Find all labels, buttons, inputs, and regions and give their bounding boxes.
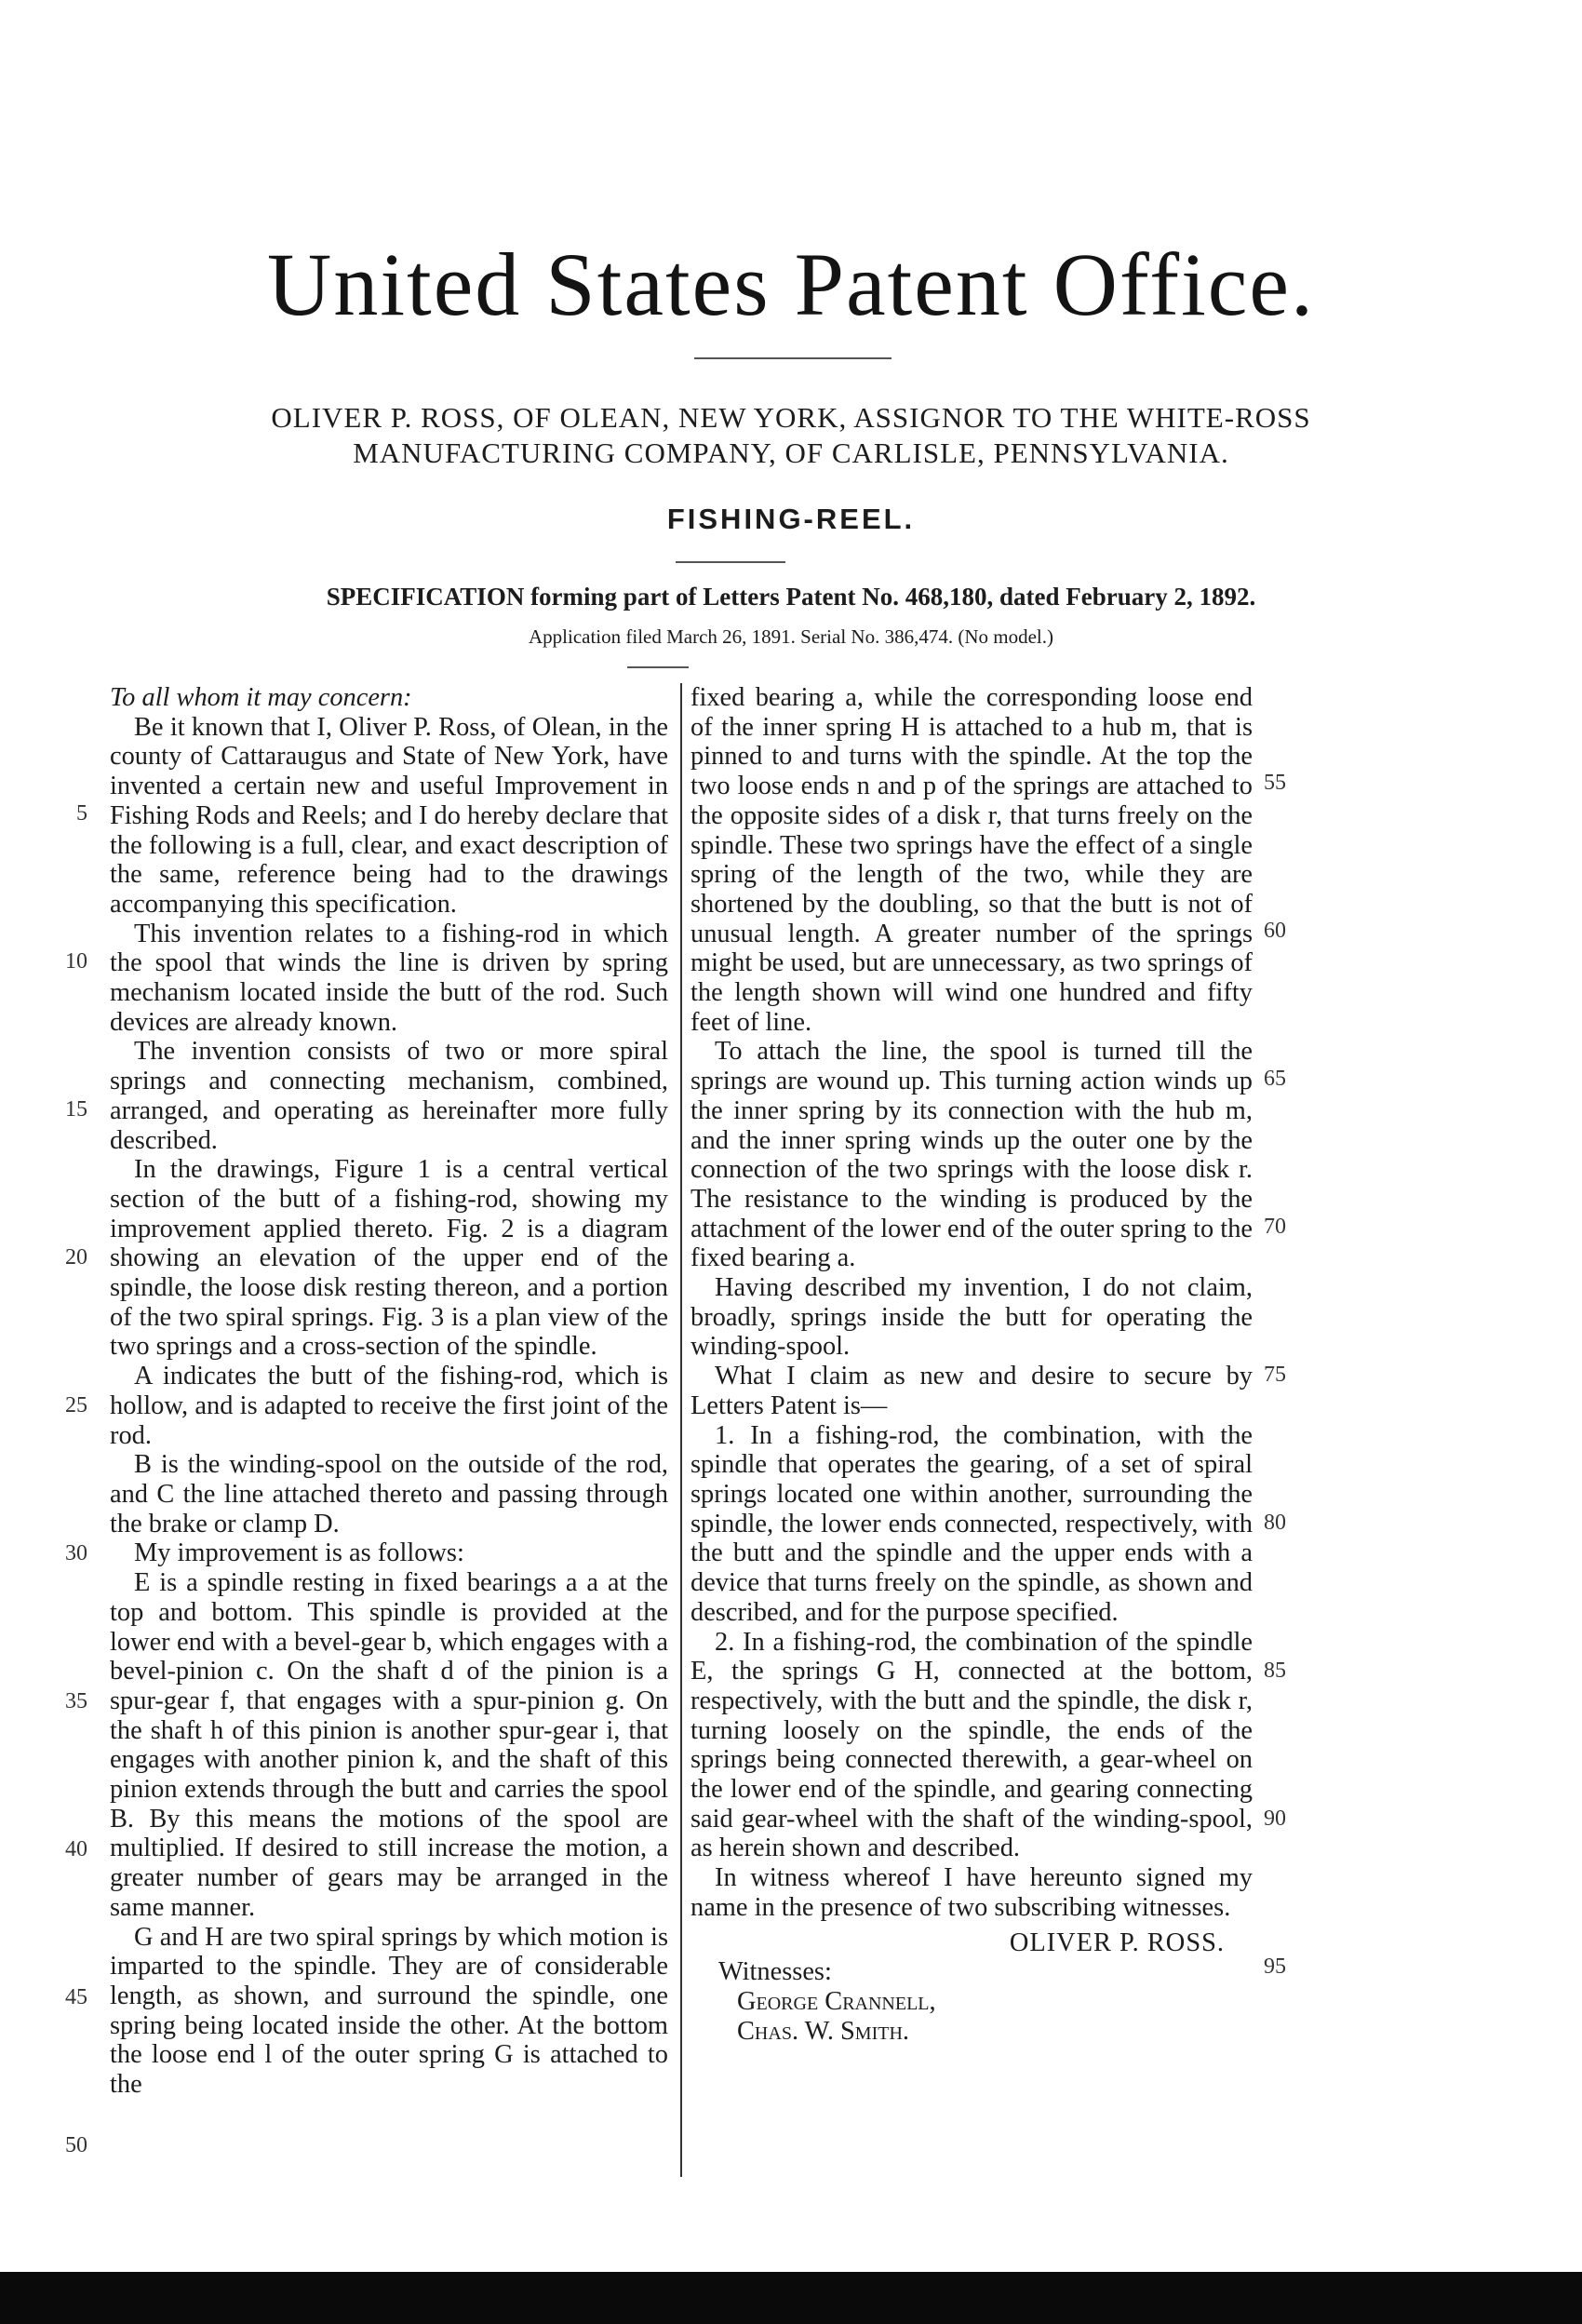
paragraph: Having described my invention, I do not claim, broadly, springs inside the butt for operating the winding-spool. <box>690 1273 1253 1362</box>
column-divider <box>680 683 682 2177</box>
inventor-signature: OLIVER P. ROSS. <box>1009 1928 1225 1957</box>
paragraph: My improvement is as follows: <box>134 1538 464 1568</box>
paragraph: A indicates the butt of the fishing-rod, which is hollow, and is adapted to receive the first joint of the rod. <box>110 1362 668 1450</box>
line-number: 50 <box>65 2133 87 2157</box>
invention-title: FISHING-REEL. <box>666 503 916 535</box>
paragraph: B is the winding-spool on the outside of the rod, and C the line attached thereto and passing through the brake or clamp D. <box>110 1450 668 1538</box>
left-column <box>110 683 668 2100</box>
line-number: 20 <box>65 1245 87 1269</box>
heading-divider <box>676 561 785 563</box>
line-number: 85 <box>1264 1659 1286 1683</box>
line-number: 55 <box>1264 771 1286 795</box>
line-number: 70 <box>1264 1215 1286 1239</box>
witness-name: Chas. W. Smith. <box>737 2016 910 2046</box>
application-line: Application filed March 26, 1891. Serial No. 386,474. (No model.) <box>529 625 1053 648</box>
line-number: 30 <box>65 1541 87 1565</box>
witness-name: George Crannell, <box>737 1986 936 2016</box>
witnesses-label: Witnesses: <box>718 1957 832 1987</box>
claim: 2. In a fishing-rod, the combination of the spindle E, the springs G H, connected at the bottom, respectively, with the butt and the spindle, the disk r, turning loosely on the spindle, the ends of the springs being connected therewith, a gear-wheel on the lower end of the spindle, and gearing connecting said gear-wheel with the shaft of the winding-spool, as herein shown and described. <box>690 1627 1253 1863</box>
paragraph: To attach the line, the spool is turned till the springs are wound up. This turning action winds up the inner spring by its connection with the hub m, and the inner spring winds up the outer one by the connection of the two springs with the loose disk r. The resistance to the winding is produced by the attachment of the lower end of the outer spring to the fixed bearing a. <box>690 1037 1253 1273</box>
paragraph: Be it known that I, Oliver P. Ross, of Olean, in the county of Cattaraugus and State of New York, have invented a certain new and useful Improvement in Fishing Rods and Reels; and I do hereby declare that the following is a full, clear, and exact description of the same, reference being had to the drawings accompanying this specification. <box>110 712 669 919</box>
title-divider <box>694 357 892 359</box>
paragraph: The invention consists of two or more spiral springs and connecting mechanism, combined, arranged, and operating as hereinafter more fully described. <box>110 1037 668 1155</box>
salutation: To all whom it may concern: <box>110 683 412 712</box>
line-number: 35 <box>65 1689 87 1713</box>
line-number: 90 <box>1264 1807 1286 1831</box>
line-number: 5 <box>76 801 87 826</box>
line-number: 65 <box>1264 1067 1286 1091</box>
right-column <box>690 683 1253 2046</box>
line-number: 95 <box>1264 1955 1286 1979</box>
paragraph: This invention relates to a fishing-rod in which the spool that winds the line is driven by spring mechanism located inside the butt of the rod. Such devices are already known. <box>110 919 668 1037</box>
witness-list <box>690 1987 1253 2046</box>
assignor-line: MANUFACTURING COMPANY, OF CARLISLE, PENNSYLVANIA. <box>353 437 1229 469</box>
paragraph: In witness whereof I have hereunto signed my name in the presence of two subscribing witnesses. <box>690 1863 1253 1922</box>
specification-line: SPECIFICATION forming part of Letters Patent No. 468,180, dated February 2, 1892. <box>326 583 1256 611</box>
line-number: 45 <box>65 1985 87 2009</box>
line-number: 80 <box>1264 1511 1286 1535</box>
line-number: 10 <box>65 949 87 974</box>
line-number: 25 <box>65 1393 87 1417</box>
application-divider <box>627 666 689 668</box>
paragraph: fixed bearing a, while the corresponding loose end of the inner spring H is attached to a hub m, that is pinned to and turns with the spindle. At the top the two loose ends n and p of the springs are attached to the opposite sides of a disk r, that turns freely on the spindle. These two springs have the effect of a single spring of the length of the two, while they are shortened by the doubling, so that the butt is not of unusual length. A greater number of the springs might be used, but are unnecessary, as two springs of the length shown will wind one hundred and fifty feet of line. <box>690 683 1253 1037</box>
office-title: United States Patent Office. <box>267 235 1315 334</box>
line-number: 60 <box>1264 919 1286 943</box>
paragraph: What I claim as new and desire to secure by Letters Patent is— <box>690 1362 1253 1420</box>
claim: 1. In a fishing-rod, the combination, with the spindle that operates the gearing, of a set of spiral springs located one within another, surrounding the spindle, the lower ends connected, respectively, with the butt and the spindle and the upper ends with a device that turns freely on the spindle, as shown and described, and for the purpose specified. <box>690 1420 1253 1627</box>
paragraph: E is a spindle resting in fixed bearings a a at the top and bottom. This spindle is provided at the lower end with a bevel-gear b, which engages with a bevel-pinion c. On the shaft d of the pinion is a spur-gear f, that engages with a spur-pinion g. On the shaft h of this pinion is another spur-gear i, that engages with another pinion k, and the shaft of this pinion extends through the butt and carries the spool B. By this means the motions of the spool are multiplied. If desired to still increase the motion, a greater number of gears may be arranged in the same manner. <box>110 1568 668 1922</box>
scan-bottom-bar <box>0 2272 1582 2324</box>
line-number: 75 <box>1264 1363 1286 1387</box>
assignor-block <box>0 400 1582 471</box>
line-number: 15 <box>65 1097 87 1122</box>
paragraph: In the drawings, Figure 1 is a central vertical section of the butt of a fishing-rod, showing my improvement applied thereto. Fig. 2 is a diagram showing an elevation of the upper end of the spindle, the loose disk resting thereon, and a portion of the two spiral springs. Fig. 3 is a plan view of the two springs and a cross-section of the spindle. <box>110 1155 668 1362</box>
assignor-line: OLIVER P. ROSS, OF OLEAN, NEW YORK, ASSIGNOR TO THE WHITE-ROSS <box>271 401 1311 434</box>
line-number: 40 <box>65 1837 87 1861</box>
paragraph: G and H are two spiral springs by which motion is imparted to the spindle. They are of considerable length, as shown, and surround the spindle, one spring being located inside the other. At the bottom the loose end l of the outer spring G is attached to the <box>110 1922 668 2100</box>
